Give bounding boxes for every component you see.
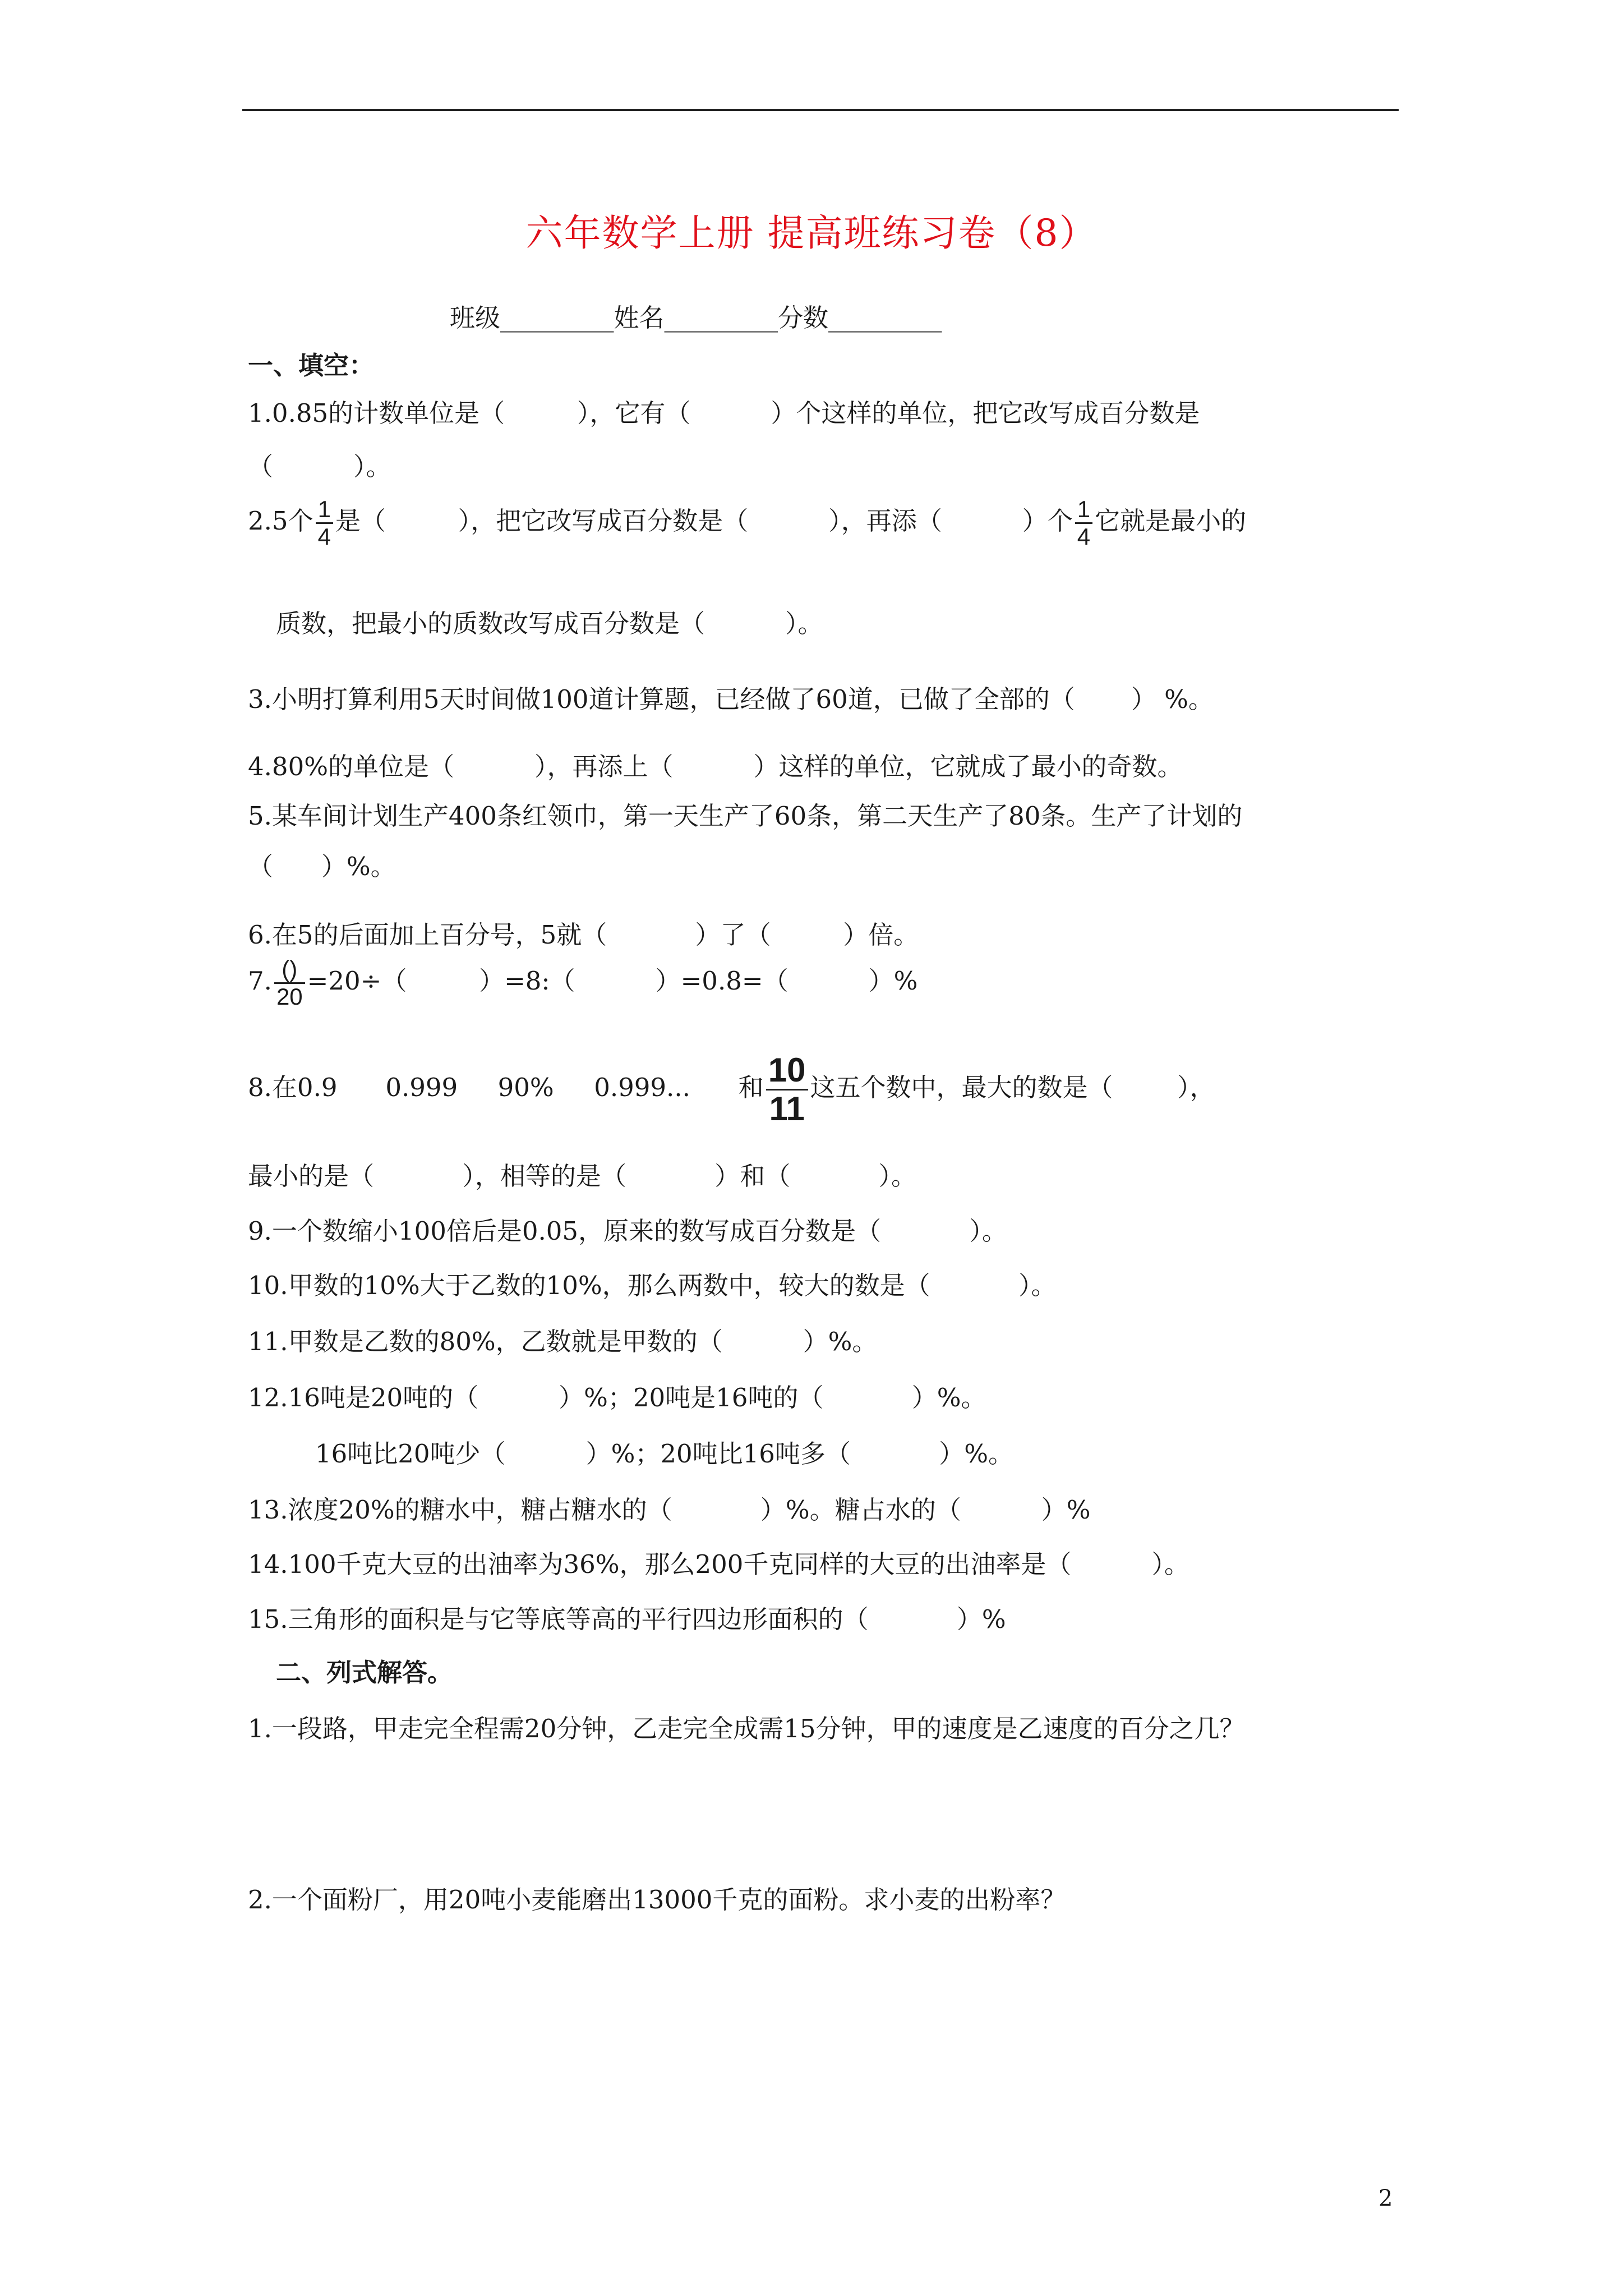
fraction-one-quarter-2 bbox=[1075, 496, 1092, 550]
question-7-equation: =20÷（ ）=8:（ ）=0.8=（ ）% bbox=[307, 966, 918, 996]
page-number: 2 bbox=[1378, 2185, 1393, 2211]
problem-1: 1.一段路，甲走完全程需20分钟，乙走完全成需15分钟，甲的速度是乙速度的百分之几？ bbox=[248, 1714, 1245, 1743]
question-14: 14.100千克大豆的出油率为36%，那么200千克同样的大豆的出油率是（ ）。 bbox=[248, 1549, 1189, 1579]
section-heading-fill-blank: 一、填空： bbox=[248, 351, 375, 380]
student-info-fields: 班级_________姓名_________分数_________ bbox=[450, 303, 942, 333]
question-12-continued: 16吨比20吨少（ ）%；20吨比16吨多（ ）%。 bbox=[315, 1439, 1013, 1469]
question-8 bbox=[248, 1052, 1215, 1128]
fraction-denominator: 4 bbox=[1077, 523, 1091, 550]
question-8-suffix: 这五个数中，最大的数是（ ）， bbox=[810, 1073, 1215, 1102]
question-1: 1.0.85的计数单位是（ ），它有（ ）个这样的单位，把它改写成百分数是 bbox=[248, 398, 1200, 428]
fraction-denominator: 20 bbox=[276, 983, 303, 1010]
fraction-numerator: () bbox=[274, 956, 305, 984]
question-8-continued: 最小的是（ ），相等的是（ ）和（ ）。 bbox=[248, 1161, 917, 1191]
fraction-denominator: 11 bbox=[769, 1090, 805, 1128]
fraction-ten-elevenths bbox=[766, 1052, 808, 1128]
question-7-prefix: 7. bbox=[248, 966, 272, 996]
problem-2: 2.一个面粉厂，用20吨小麦能磨出13000千克的面粉。求小麦的出粉率？ bbox=[248, 1885, 1066, 1915]
question-3: 3.小明打算利用5天时间做100道计算题，已经做了60道，已做了全部的（ ） %。 bbox=[248, 684, 1214, 714]
page-title: 六年数学上册 提高班练习卷（8） bbox=[525, 211, 1098, 255]
question-10: 10.甲数的10%大于乙数的10%，那么两数中，较大的数是（ ）。 bbox=[248, 1271, 1057, 1300]
fraction-numerator: 1 bbox=[1075, 496, 1092, 524]
question-13: 13.浓度20%的糖水中，糖占糖水的（ ）%。糖占水的（ ）% bbox=[248, 1495, 1091, 1525]
question-7 bbox=[248, 956, 917, 1010]
fraction-blank-over-20 bbox=[274, 956, 305, 1010]
question-2 bbox=[248, 496, 1246, 550]
question-4: 4.80%的单位是（ ），再添上（ ）这样的单位，它就成了最小的奇数。 bbox=[248, 752, 1183, 781]
question-15: 15.三角形的面积是与它等底等高的平行四边形面积的（ ）% bbox=[248, 1604, 1006, 1634]
question-6: 6.在5的后面加上百分号，5就（ ）了（ ）倍。 bbox=[248, 920, 919, 950]
section-heading-word-problems: 二、列式解答。 bbox=[276, 1658, 453, 1687]
question-2-prefix: 2.5个 bbox=[248, 506, 313, 536]
fraction-one-quarter bbox=[316, 496, 333, 550]
question-9: 9.一个数缩小100倍后是0.05，原来的数写成百分数是（ ）。 bbox=[248, 1216, 1007, 1246]
question-1-continued: （ ）。 bbox=[248, 452, 391, 481]
question-2-continued: 质数，把最小的质数改写成百分数是（ ）。 bbox=[276, 609, 823, 638]
question-5-continued: （ ）%。 bbox=[248, 852, 396, 881]
question-2-suffix: 它就是最小的 bbox=[1095, 506, 1247, 536]
fraction-numerator: 10 bbox=[766, 1052, 808, 1091]
question-5: 5.某车间计划生产400条红领巾，第一天生产了60条，第二天生产了80条。生产了计划的 bbox=[248, 801, 1243, 831]
question-12: 12.16吨是20吨的（ ）%；20吨是16吨的（ ）%。 bbox=[248, 1383, 986, 1412]
fraction-denominator: 4 bbox=[317, 523, 331, 550]
question-2-middle: 是（ ），把它改写成百分数是（ ），再添（ ）个 bbox=[335, 506, 1073, 536]
fraction-numerator: 1 bbox=[316, 496, 333, 524]
question-11: 11.甲数是乙数的80%，乙数就是甲数的（ ）%。 bbox=[248, 1327, 878, 1356]
question-8-prefix: 8.在0.9 0.999 90% 0.999... 和 bbox=[248, 1073, 764, 1102]
top-rule bbox=[242, 109, 1399, 111]
